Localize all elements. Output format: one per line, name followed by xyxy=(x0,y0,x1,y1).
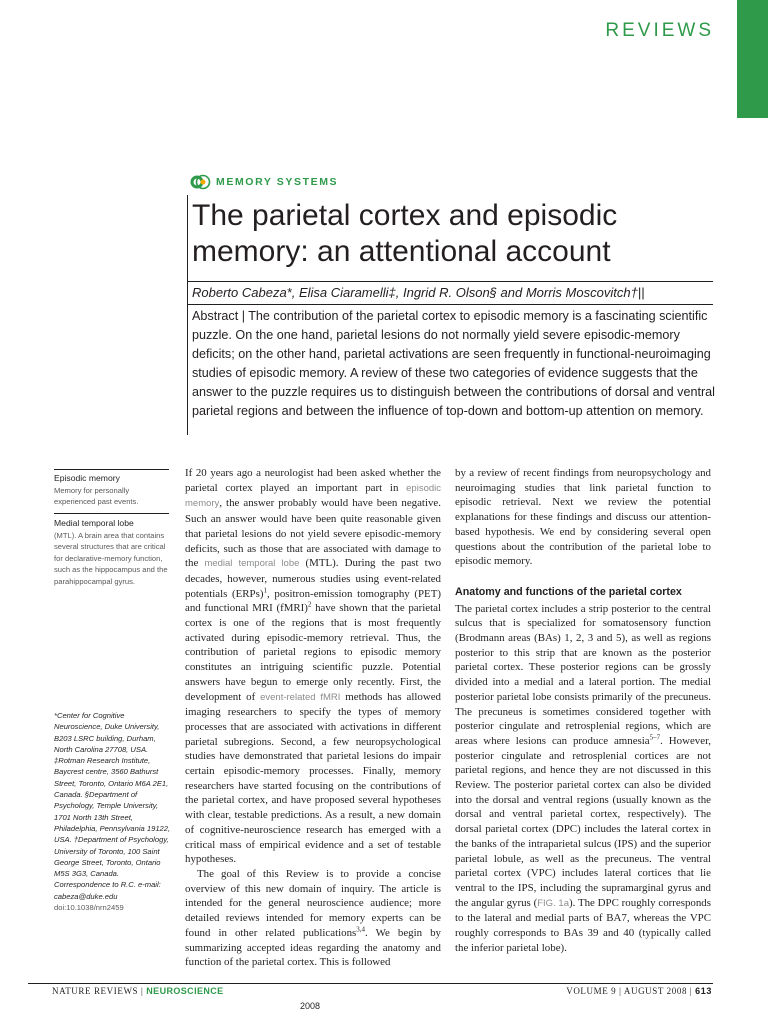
section-tag xyxy=(190,174,338,190)
title-rule xyxy=(187,195,188,435)
page-year: 2008 xyxy=(299,1001,321,1011)
footer-journal: NATURE REVIEWS | NEUROSCIENCE xyxy=(52,986,224,996)
body-column-1 xyxy=(185,466,441,970)
glossary-link[interactable]: event-related fMRI xyxy=(260,691,341,703)
glossary-term: Episodic memory xyxy=(54,473,120,483)
affiliation-text: *Center for Cognitive Neuroscience, Duke University, B203 LSRC building, Durham, North Carolina 27708, USA. ‡Rotman Research Institute, Baycrest centre, 3560 Bathurst Street, Toronto, Ontario M6A 2E1, Canada. §Department of Psychology, Temple University, 1701 North 13th Street, Philadelphia, Pennsylvania 19122, USA. †Department of Psychology, University of Toronto, 100 Saint George Street, Toronto, Ontario M5S 3G3, Canada. Correspondence to R.C. e-mail: cabeza@duke.edu xyxy=(54,711,171,901)
glossary-definition: (MTL). A brain area that contains several structures that are critical for declarative-memory function, such as the hippocampus and the parahippocampal gyrus. xyxy=(54,531,168,586)
glossary-entry xyxy=(54,518,169,587)
citation[interactable]: 1 xyxy=(263,586,267,594)
citation[interactable]: 5–7 xyxy=(649,733,661,742)
glossary-divider xyxy=(54,513,169,514)
body-column-2 xyxy=(455,466,711,956)
divider xyxy=(188,281,713,282)
doi: doi:10.1038/nrn2459 xyxy=(54,903,124,913)
glossary-entry xyxy=(54,473,169,508)
glossary-term: Medial temporal lobe xyxy=(54,518,134,528)
glossary-definition: Memory for personally experienced past events. xyxy=(54,486,139,507)
glossary-link[interactable]: medial temporal lobe xyxy=(204,558,300,570)
abstract: Abstract | The contribution of the parietal cortex to episodic memory is a fascinating scientific puzzle. On the one hand, parietal lesions do not normally yield severe episodic-memory deficits; on the other hand, parietal activations are seen frequently in functional-neuroimaging studies of episodic memory. A review of these two categories of evidence suggests that the answer to the puzzle requires us to distinguish between the contributions of dorsal and ventral parietal regions and between the influence of top-down and bottom-up attention on memory. xyxy=(192,309,715,418)
section-tag-label: MEMORY SYSTEMS xyxy=(216,176,339,188)
affiliations xyxy=(54,710,172,913)
brain-circle-icon xyxy=(190,174,212,190)
paragraph: The parietal cortex includes a strip posterior to the central sulcus that is specialized for somatosensory function (Brodmann areas (BAs) 1, 2, 3 and 5), as well as regions posterior to this strip that are known as the posterior parietal cortex. These posterior regions can be grossly divided into a medial and a lateral portion. The medial posterior parietal lobe consists primarily of the precuneus. The precuneus is sometimes considered together with posterior cingulate and retrosplenial regions, which are areas where lesions can produce amnesia$^{5-7}$. However, posterior cingulate and retrosplenial cortices are not parietal regions, and hence they are not discussed in this Review. The posterior parietal cortex can also be divided into the dorsal and ventral regions (usually known as the dorsal and ventral parietal cortex, respectively). The dorsal parietal cortex (DPC) includes the lateral cortex in the banks of the intraparietal sulcus (IPS) and the superior parietal lobule, as well as the precuneus. The ventral parietal cortex (VPC) includes lateral cortices that lie ventral to the IPS, including the supramarginal gyrus and the angular gyrus (FIG. 1a). The DPC roughly corresponds to the lateral and medial parts of BA7, whereas the VPC roughly corresponds to BAs 39 and 40 (typically called the inferior parietal lobe). xyxy=(455,602,711,954)
journal-section-label: REVIEWS xyxy=(605,20,714,41)
footer-issue: VOLUME 9 | AUGUST 2008 | 613 xyxy=(566,986,712,996)
glossary-link[interactable]: episodic memory xyxy=(185,482,441,510)
paragraph: If 20 years ago a neurologist had been asked whether the parietal cortex played an important part in episodic memory, the answer probably would have been negative. Such an answer would have been quite reasonable given that parietal lesions do not yield severe episodic-memory deficits, such as those that are associated with damage to the medial temporal lobe (MTL). During the past two decades, however, numerous studies using event-related potentials (ERPs)$^1$, positron-emission tomography (PET) and functional MRI (fMRI)$^2$ have shown that the parietal cortex is one of the regions that is most frequently activated during episodic-memory retrieval. Thus, the contribution of parietal regions to episodic memory constitutes an intriguing scientific puzzle. Potential answers have begun to emerge only recently. First, the development of event-related fMRI methods has allowed imaging researchers to specify the types of memory processes that are associated with activations in different parietal subregions. Second, a few neuropsychological studies have demonstrated that parietal lesions do impair certain episodic-memory processes. Finally, memory researchers have started focusing on the contributions of the parietal cortex, and have proposed several hypotheses with clear, testable predictions. As a result, a new domain of cognitive-neuroscience research has emerged with a critical mass of empirical evidence and a set of testable hypotheses. xyxy=(185,467,442,866)
glossary-divider xyxy=(54,469,169,470)
page-number: 613 xyxy=(695,986,712,996)
journal-color-tab xyxy=(737,0,768,118)
paragraph: by a review of recent findings from neuropsychology and neuroimaging studies that link parietal function to episodic retrieval. Next we review the potential explanations for these findings and discuss our attention-based hypothesis. We end by considering several open questions about the contribution of the parietal lobe to episodic memory. xyxy=(455,467,711,568)
citation[interactable]: 2 xyxy=(307,600,312,609)
paragraph: The goal of this Review is to provide a concise overview of this new domain of inquiry. The article is intended for the general neuroscience audience; more detailed reviews intended for memory experts can be found in other related publications$^{3,4}$. We begin by summarizing accepted ideas regarding the anatomy and function of the parietal cortex. This is followed xyxy=(185,867,441,969)
citation[interactable]: 3,4 xyxy=(356,925,366,934)
divider xyxy=(188,304,713,305)
figure-link[interactable]: FIG. 1a xyxy=(537,897,569,909)
article-title: The parietal cortex and episodic memory: an attentional account xyxy=(192,199,618,268)
section-heading: Anatomy and functions of the parietal cortex xyxy=(455,585,682,598)
footer-divider xyxy=(28,983,713,984)
author-list: Roberto Cabeza*, Elisa Ciaramelli‡, Ingrid R. Olson§ and Morris Moscovitch†|| xyxy=(192,285,645,300)
